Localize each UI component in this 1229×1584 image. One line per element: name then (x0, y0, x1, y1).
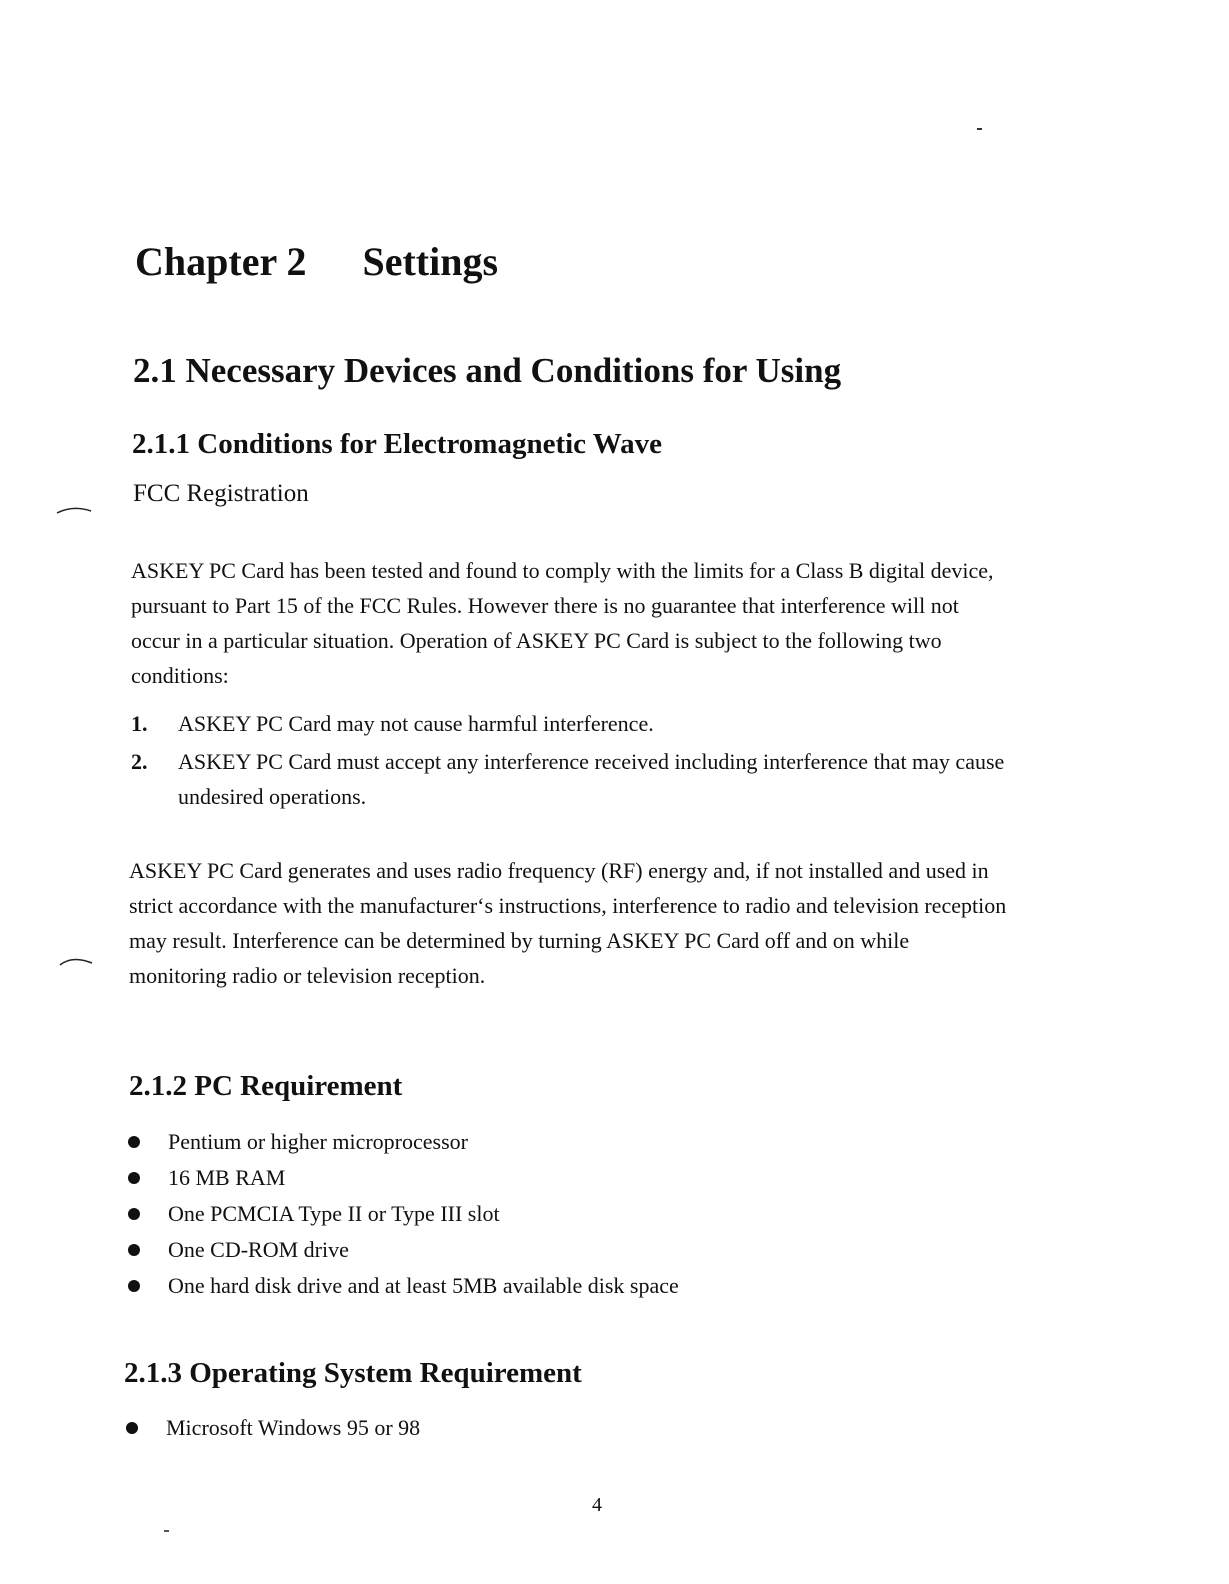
section-2-1-2-heading: 2.1.2 PC Requirement (129, 1070, 403, 1102)
paragraph-line: ASKEY PC Card has been tested and found to comply with the limits for a Class B digital device, (131, 558, 994, 583)
paragraph-line: pursuant to Part 15 of the FCC Rules. However there is no guarantee that interference will not (131, 593, 959, 618)
scan-dot-icon (164, 1530, 169, 1532)
condition-text: ASKEY PC Card must accept any interference received including interference that may cause (178, 749, 1005, 774)
section-2-1-heading: 2.1 Necessary Devices and Conditions for Using (133, 351, 842, 390)
page-number: 4 (592, 1494, 602, 1516)
paragraph-line: conditions: (131, 663, 229, 688)
pc-requirement-item: One CD-ROM drive (168, 1237, 349, 1262)
section-2-1-1-heading: 2.1.1 Conditions for Electromagnetic Wave (132, 428, 663, 460)
condition-item (131, 706, 1111, 741)
fcc-paragraph-2 (129, 853, 1119, 993)
paragraph-line: strict accordance with the manufacturer‘s instructions, interference to radio and television reception (129, 893, 1007, 918)
condition-text: ASKEY PC Card may not cause harmful interference. (178, 711, 654, 736)
fcc-registration-subheading: FCC Registration (133, 480, 309, 507)
bullet-icon (128, 1172, 140, 1184)
chapter-title: Settings (362, 239, 499, 284)
paragraph-line: may result. Interference can be determined by turning ASKEY PC Card off and on while (129, 928, 910, 953)
fcc-paragraph-1 (131, 553, 1111, 693)
condition-text: undesired operations. (178, 784, 367, 809)
pc-requirement-item: 16 MB RAM (168, 1165, 286, 1190)
condition-number: 2. (131, 749, 148, 774)
bullet-icon (128, 1244, 140, 1256)
paragraph-line: monitoring radio or television reception. (129, 963, 486, 988)
scan-mark-icon (58, 953, 98, 969)
paragraph-line: occur in a particular situation. Operation of ASKEY PC Card is subject to the following two (131, 628, 942, 653)
scan-dot-icon (977, 128, 982, 130)
condition-number: 1. (131, 711, 148, 736)
pc-requirement-item: Pentium or higher microprocessor (168, 1129, 468, 1154)
chapter-number: Chapter 2 (135, 239, 307, 284)
section-2-1-3-heading: 2.1.3 Operating System Requirement (124, 1357, 582, 1389)
bullet-icon (128, 1280, 140, 1292)
bullet-icon (126, 1422, 138, 1434)
bullet-icon (128, 1208, 140, 1220)
pc-requirement-item: One hard disk drive and at least 5MB available disk space (168, 1273, 679, 1298)
pc-requirement-item: One PCMCIA Type II or Type III slot (168, 1201, 500, 1226)
chapter-heading (135, 238, 498, 285)
bullet-icon (128, 1136, 140, 1148)
condition-item (131, 744, 1111, 814)
scan-mark-icon (55, 503, 95, 517)
paragraph-line: ASKEY PC Card generates and uses radio frequency (RF) energy and, if not installed and used in (129, 858, 989, 883)
os-requirement-item: Microsoft Windows 95 or 98 (166, 1415, 421, 1440)
